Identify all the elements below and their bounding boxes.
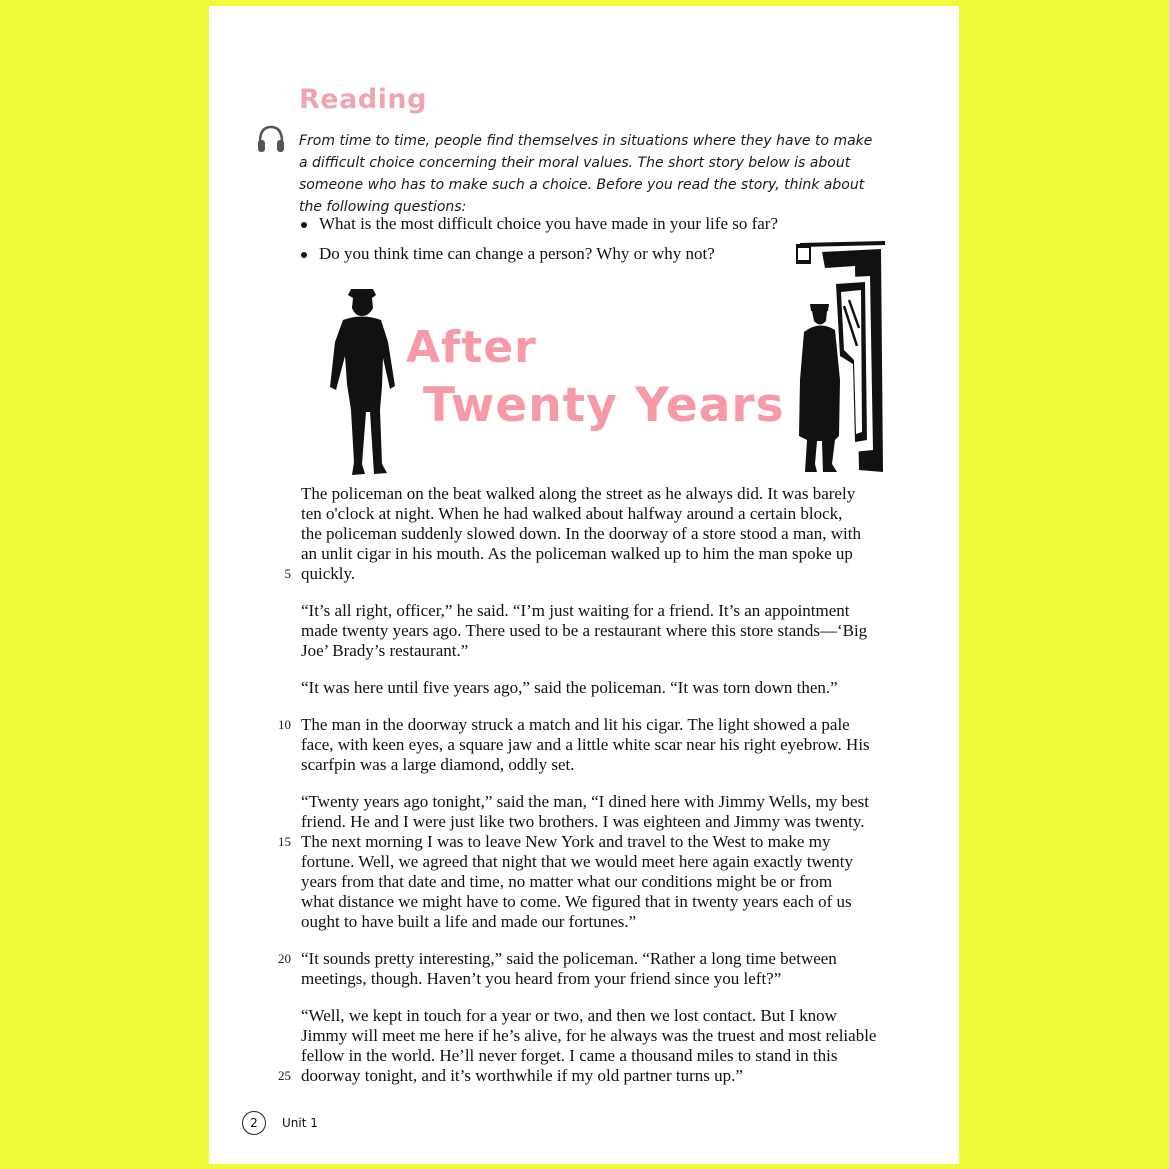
- text-line-content: The man in the doorway struck a match and lit his cigar. The light showed a pale: [301, 715, 850, 734]
- question-list: [299, 209, 819, 269]
- policeman-silhouette: [325, 286, 400, 481]
- story-paragraph: [278, 949, 901, 989]
- text-line-content: doorway tonight, and it’s worthwhile if my old partner turns up.”: [301, 1066, 743, 1085]
- story-paragraph: [278, 792, 901, 932]
- text-line: “Well, we kept in touch for a year or two, and then we lost contact. But I know: [301, 1006, 837, 1025]
- text-line: [278, 1066, 901, 1086]
- story-title: Twenty Years: [423, 378, 785, 433]
- text-line-content: “It sounds pretty interesting,” said the policeman. “Rather a long time between: [301, 949, 837, 968]
- text-line: meetings, though. Haven’t you heard from your friend since you left?”: [301, 969, 782, 988]
- question-item: What is the most difficult choice you have made in your life so far?: [299, 209, 819, 239]
- unit-label: Unit 1: [282, 1116, 318, 1130]
- textbook-page: [209, 6, 959, 1164]
- text-line: fellow in the world. He’ll never forget. I came a thousand miles to stand in this: [301, 1046, 838, 1065]
- man-in-doorway-silhouette: [795, 236, 889, 472]
- line-number: 25: [278, 1068, 291, 1083]
- text-line: face, with keen eyes, a square jaw and a little white scar near his right eyebrow. His: [301, 735, 870, 754]
- text-line: the policeman suddenly slowed down. In the doorway of a store stood a man, with: [301, 524, 861, 543]
- page-number: 2: [242, 1111, 266, 1135]
- text-line: an unlit cigar in his mouth. As the policeman walked up to him the man spoke up: [301, 544, 853, 563]
- page-footer: [242, 1111, 318, 1135]
- text-line: ought to have built a life and made our fortunes.”: [301, 912, 637, 931]
- question-item: Do you think time can change a person? Why or why not?: [299, 239, 819, 269]
- story-text: [278, 484, 901, 1103]
- text-line: “Twenty years ago tonight,” said the man, “I dined here with Jimmy Wells, my best: [301, 792, 869, 811]
- story-paragraph: [278, 1006, 901, 1086]
- text-line: fortune. Well, we agreed that night that we would meet here again exactly twenty: [301, 852, 854, 871]
- story-paragraph: [301, 601, 901, 661]
- text-line: [284, 564, 901, 584]
- text-line-content: The next morning I was to leave New York and travel to the West to make my: [301, 832, 831, 851]
- line-number: 10: [278, 717, 291, 732]
- line-number: 5: [284, 566, 291, 581]
- story-paragraph: [278, 715, 901, 775]
- text-line: made twenty years ago. There used to be a restaurant where this store stands—‘Big: [301, 621, 868, 640]
- story-title: After: [406, 322, 537, 373]
- text-line: what distance we might have to come. We figured that in twenty years each of us: [301, 892, 852, 911]
- text-line: Joe’ Brady’s restaurant.”: [301, 641, 469, 660]
- line-number: 15: [278, 834, 291, 849]
- text-line-content: quickly.: [301, 564, 356, 583]
- intro-text: From time to time, people find themselves in situations where they have to make a difficult choice concerning their moral values. The short story below is about someone who has to make such a choice. Before you read the story, think about the following questions:: [299, 133, 873, 215]
- text-line: ten o'clock at night. When he had walked about halfway around a certain block,: [301, 504, 843, 523]
- headphones-icon[interactable]: [255, 122, 287, 156]
- text-line: scarfpin was a large diamond, oddly set.: [301, 755, 575, 774]
- story-paragraph: [284, 484, 901, 584]
- text-line: The policeman on the beat walked along the street as he always did. It was barely: [301, 484, 856, 503]
- text-line: years from that date and time, no matter what our conditions might be or from: [301, 872, 833, 891]
- text-line: [278, 832, 901, 852]
- text-line: [278, 949, 901, 969]
- text-line: “It’s all right, officer,” he said. “I’m just waiting for a friend. It’s an appointment: [301, 601, 850, 620]
- text-line: friend. He and I were just like two brothers. I was eighteen and Jimmy was twenty.: [301, 812, 865, 831]
- text-line: “It was here until five years ago,” said the policeman. “It was torn down then.”: [301, 678, 838, 697]
- text-line: [278, 715, 901, 735]
- text-line: Jimmy will meet me here if he’s alive, for he always was the truest and most reliable: [301, 1026, 877, 1045]
- story-paragraph: [301, 678, 901, 698]
- section-heading: Reading: [299, 84, 427, 115]
- line-number: 20: [278, 951, 291, 966]
